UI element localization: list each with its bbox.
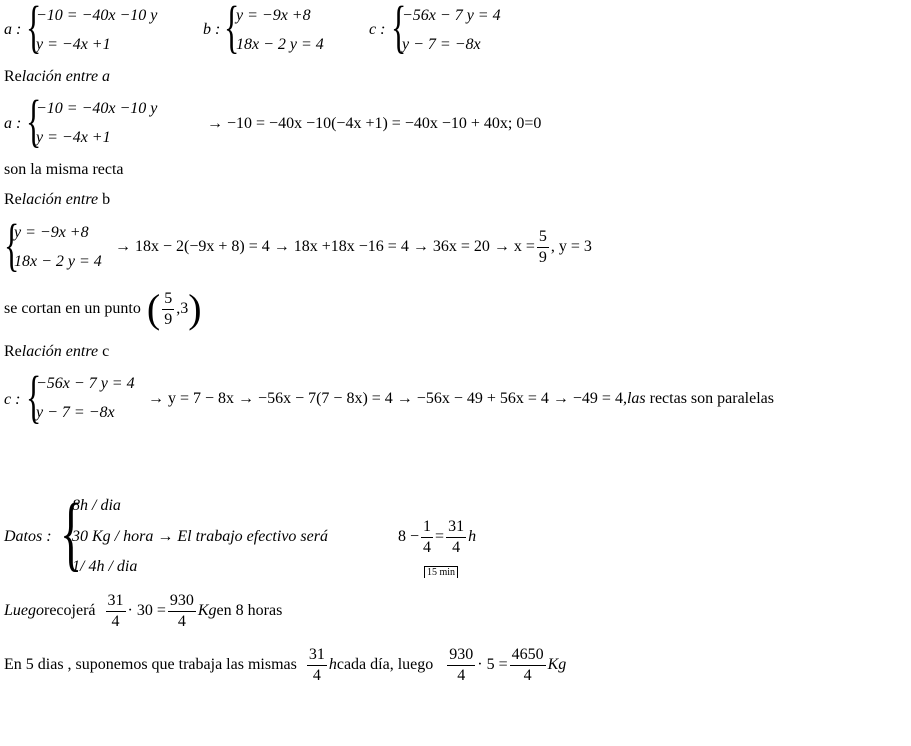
system-a-label: a : (4, 21, 22, 38)
relation-b-heading (4, 192, 110, 208)
relation-a-eq1: −10 = −40x −10 y (36, 100, 158, 117)
fraction-31-4 (446, 518, 466, 556)
fraction-4650-4 (510, 646, 546, 684)
fraction-denominator: 9 (538, 248, 547, 266)
heading-letter: b (98, 191, 111, 208)
heading-prefix: Re (4, 191, 22, 208)
kg-unit: Kg (547, 656, 567, 673)
relation-c-calc: → y = 7 − 8x → −56x − 7(7 − 8x) = 4 → −56x − 49 + 56x = 4 → −49 = 4, (148, 390, 627, 407)
luego-mid: · 30 = (127, 602, 166, 619)
system-c-eq1: −56x − 7 y = 4 (402, 7, 501, 24)
relation-b-eq2: 18x − 2 y = 4 (14, 253, 102, 270)
luego-word: Luego (4, 602, 44, 619)
system-c-label: c : (369, 21, 386, 38)
system-b-brace: { (224, 0, 240, 59)
datos-calc (398, 514, 476, 560)
fraction-point (162, 290, 174, 328)
relation-b-eq1: y = −9x +8 (14, 224, 89, 241)
luego-line (4, 588, 282, 634)
fraction-denominator: 4 (177, 612, 186, 630)
fraction-numerator: 930 (168, 592, 196, 612)
datos-calc-pre: 8 − (398, 528, 420, 545)
luego-rest: recojerá (44, 602, 96, 619)
datos-line2: 30 Kg / hora → El trabajo efectivo será (72, 528, 328, 545)
fraction-denominator: 4 (312, 666, 321, 684)
left-paren: ( (146, 286, 161, 331)
relation-b-result-text: se cortan en un punto (4, 300, 141, 317)
fraction-denominator: 4 (111, 612, 120, 630)
fraction-numerator: 930 (447, 646, 475, 666)
relation-b-calc: → 18x − 2(−9x + 8) = 4 → 18x +18x −16 = 4 → 36x = 20 → x = (115, 238, 535, 255)
fraction-numerator: 5 (162, 290, 174, 310)
relation-a-result: son la misma recta (4, 161, 124, 178)
fraction-denominator: 4 (457, 666, 466, 684)
hours-unit: h (328, 656, 337, 673)
fraction-numerator: 4650 (510, 646, 546, 666)
fraction-numerator: 1 (421, 518, 433, 538)
datos-label: Datos : (4, 528, 52, 545)
system-a-brace: { (26, 0, 42, 59)
relation-b-y: , y = 3 (550, 238, 592, 255)
relation-c-result: rectas son paralelas (645, 390, 774, 407)
heading-rest: lación entre a (21, 68, 111, 85)
system-b-eq1: y = −9x +8 (236, 7, 311, 24)
heading-letter: c (98, 343, 110, 360)
relation-b-brace: { (4, 212, 20, 277)
system-b-label: b : (203, 21, 221, 38)
relation-a-eq2: y = −4x +1 (36, 129, 111, 146)
relation-c-label: c : (4, 391, 21, 408)
right-paren: ) (188, 286, 202, 331)
relation-c-las: las (626, 390, 646, 407)
heading-rest: lación entre (21, 191, 99, 208)
system-c-eq2: y − 7 = −8x (402, 36, 481, 53)
final-mid: cada día, luego (336, 656, 434, 673)
fraction-quarter (421, 518, 433, 556)
hours-unit: h (468, 528, 477, 545)
relation-a-calc: → −10 = −40x −10(−4x +1) = −40x −10 + 40x; 0=0 (207, 115, 542, 132)
fraction-denominator: 4 (452, 538, 461, 556)
relation-c-heading (4, 344, 109, 360)
fraction-x (537, 228, 549, 266)
relation-a-brace: { (26, 88, 42, 153)
fraction-930-4 (447, 646, 475, 684)
fraction-numerator: 31 (307, 646, 327, 666)
note-15-min: 15 min (424, 566, 458, 578)
fraction-numerator: 31 (106, 592, 126, 612)
datos-brace: { (60, 487, 83, 580)
fraction-930-4 (168, 592, 196, 630)
final-line (4, 642, 566, 688)
system-c-brace: { (391, 0, 407, 59)
system-a-eq1: −10 = −40x −10 y (36, 7, 158, 24)
final-times: · 5 = (477, 656, 508, 673)
fraction-denominator: 4 (423, 538, 432, 556)
relation-c-eq1: −56x − 7 y = 4 (36, 375, 135, 392)
system-b-eq2: 18x − 2 y = 4 (236, 36, 324, 53)
datos-line1: 8h / dia (72, 497, 121, 514)
heading-prefix: Re (4, 68, 22, 85)
fraction-denominator: 9 (164, 310, 173, 328)
fraction-denominator: 4 (523, 666, 532, 684)
relation-c-calc-line (148, 391, 774, 407)
relation-b-result (4, 286, 202, 332)
fraction-31-4 (307, 646, 327, 684)
equals-sign: = (435, 528, 445, 545)
relation-c-eq2: y − 7 = −8x (36, 404, 115, 421)
relation-b-calc-line (115, 224, 592, 270)
luego-tail: en 8 horas (216, 602, 283, 619)
heading-rest: lación entre (21, 343, 99, 360)
kg-unit: Kg (197, 602, 217, 619)
relation-a-label: a : (4, 115, 22, 132)
point-y: ,3 (176, 300, 189, 317)
relation-c-brace: { (26, 364, 42, 429)
fraction-31-4 (106, 592, 126, 630)
heading-prefix: Re (4, 343, 22, 360)
final-pre: En 5 dias , suponemos que trabaja las mismas (4, 656, 297, 673)
relation-a-heading (4, 69, 110, 85)
fraction-numerator: 5 (537, 228, 549, 248)
datos-line3: 1/ 4h / dia (72, 558, 138, 575)
fraction-numerator: 31 (446, 518, 466, 538)
system-a-eq2: y = −4x +1 (36, 36, 111, 53)
